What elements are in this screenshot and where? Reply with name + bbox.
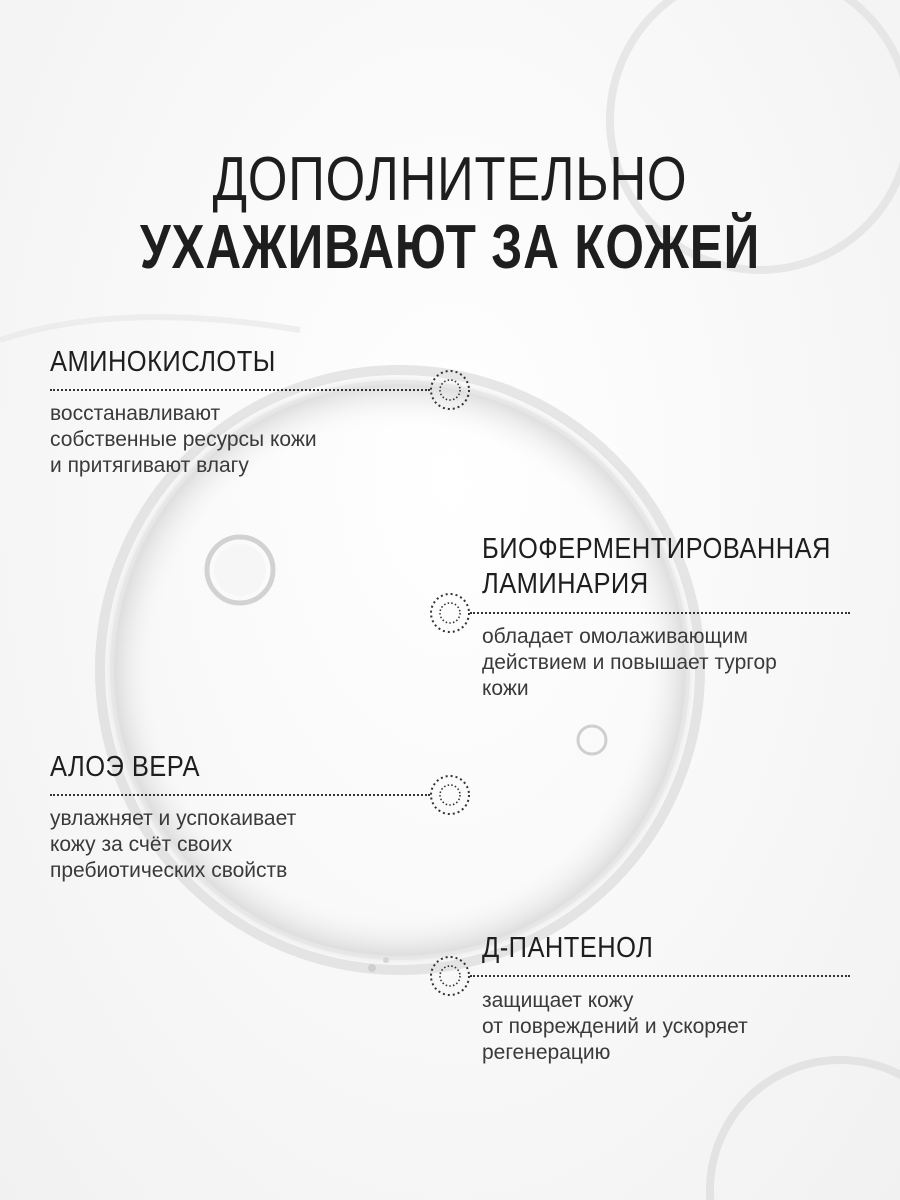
- ingredient-description-aloe-vera: увлажняет и успокаивает кожу за счёт своих пребиотических свойств: [50, 807, 297, 882]
- ingredient-description-laminaria: обладает омолаживающим действием и повышает тургор кожи: [482, 625, 777, 700]
- dotted-circle-icon: [428, 368, 472, 412]
- dotted-divider: [50, 389, 430, 391]
- page-title-line2: УХАЖИВАЮТ ЗА КОЖЕЙ: [139, 213, 761, 282]
- ingredient-heading-laminaria: БИОФЕРМЕНТИРОВАННАЯ ЛАМИНАРИЯ: [482, 533, 831, 600]
- ingredient-heading-aloe-vera: АЛОЭ ВЕРА: [50, 751, 200, 783]
- dotted-circle-icon: [428, 773, 472, 817]
- ingredient-heading-d-panthenol: Д-ПАНТЕНОЛ: [482, 932, 654, 964]
- ingredient-heading-amino-acids: АМИНОКИСЛОТЫ: [50, 346, 276, 378]
- dotted-divider: [470, 975, 850, 977]
- ingredient-description-d-panthenol: защищает кожу от повреждений и ускоряет регенерацию: [482, 989, 748, 1064]
- ingredient-description-amino-acids: восстанавливают собственные ресурсы кожи и притягивают влагу: [50, 402, 317, 477]
- dotted-circle-icon: [428, 954, 472, 998]
- dotted-divider: [470, 612, 850, 614]
- dotted-circle-icon: [428, 591, 472, 635]
- page-title-line1: ДОПОЛНИТЕЛЬНО: [212, 145, 688, 214]
- dotted-divider: [50, 794, 430, 796]
